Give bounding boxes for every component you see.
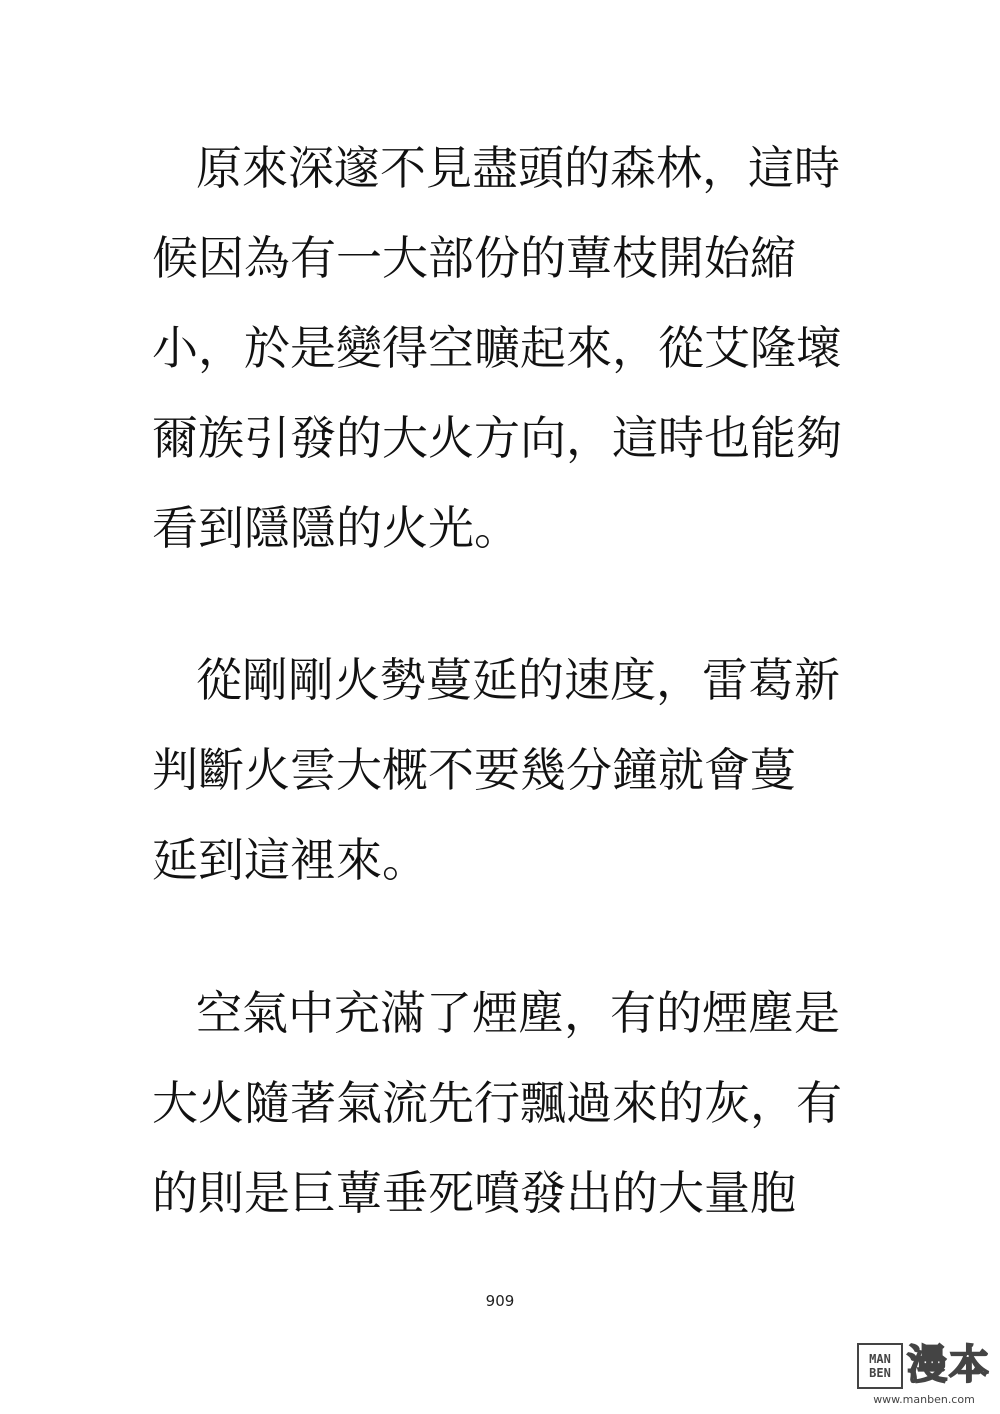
text-line: 延到這裡來。 bbox=[152, 833, 428, 887]
text-line: 大火隨著氣流先行飄過來的灰，有 bbox=[152, 1076, 842, 1130]
text-line: 的則是巨蕈垂死噴發出的大量胞 bbox=[152, 1166, 796, 1220]
text-line: 空氣中充滿了煙塵，有的煙塵是 bbox=[196, 986, 840, 1040]
watermark-url: www.manben.com bbox=[873, 1393, 975, 1406]
text-line: 爾族引發的大火方向，這時也能夠 bbox=[152, 411, 842, 465]
page-number: 909 bbox=[485, 1292, 515, 1310]
text-line: 從剛剛火勢蔓延的速度，雷葛新 bbox=[196, 653, 840, 707]
logo-top-text: MAN bbox=[869, 1352, 891, 1366]
text-line: 看到隱隱的火光。 bbox=[152, 501, 520, 555]
text-line: 候因為有一大部份的蕈枝開始縮 bbox=[152, 231, 796, 285]
manben-logo-icon bbox=[857, 1343, 903, 1389]
logo-bottom-text: BEN bbox=[869, 1366, 891, 1380]
text-line: 判斷火雲大概不要幾分鐘就會蔓 bbox=[152, 743, 796, 797]
watermark-brand: 漫本 bbox=[907, 1342, 991, 1388]
text-line: 原來深邃不見盡頭的森林，這時 bbox=[196, 141, 840, 195]
text-line: 小，於是變得空曠起來，從艾隆壞 bbox=[152, 321, 842, 375]
manben-watermark bbox=[857, 1343, 991, 1407]
